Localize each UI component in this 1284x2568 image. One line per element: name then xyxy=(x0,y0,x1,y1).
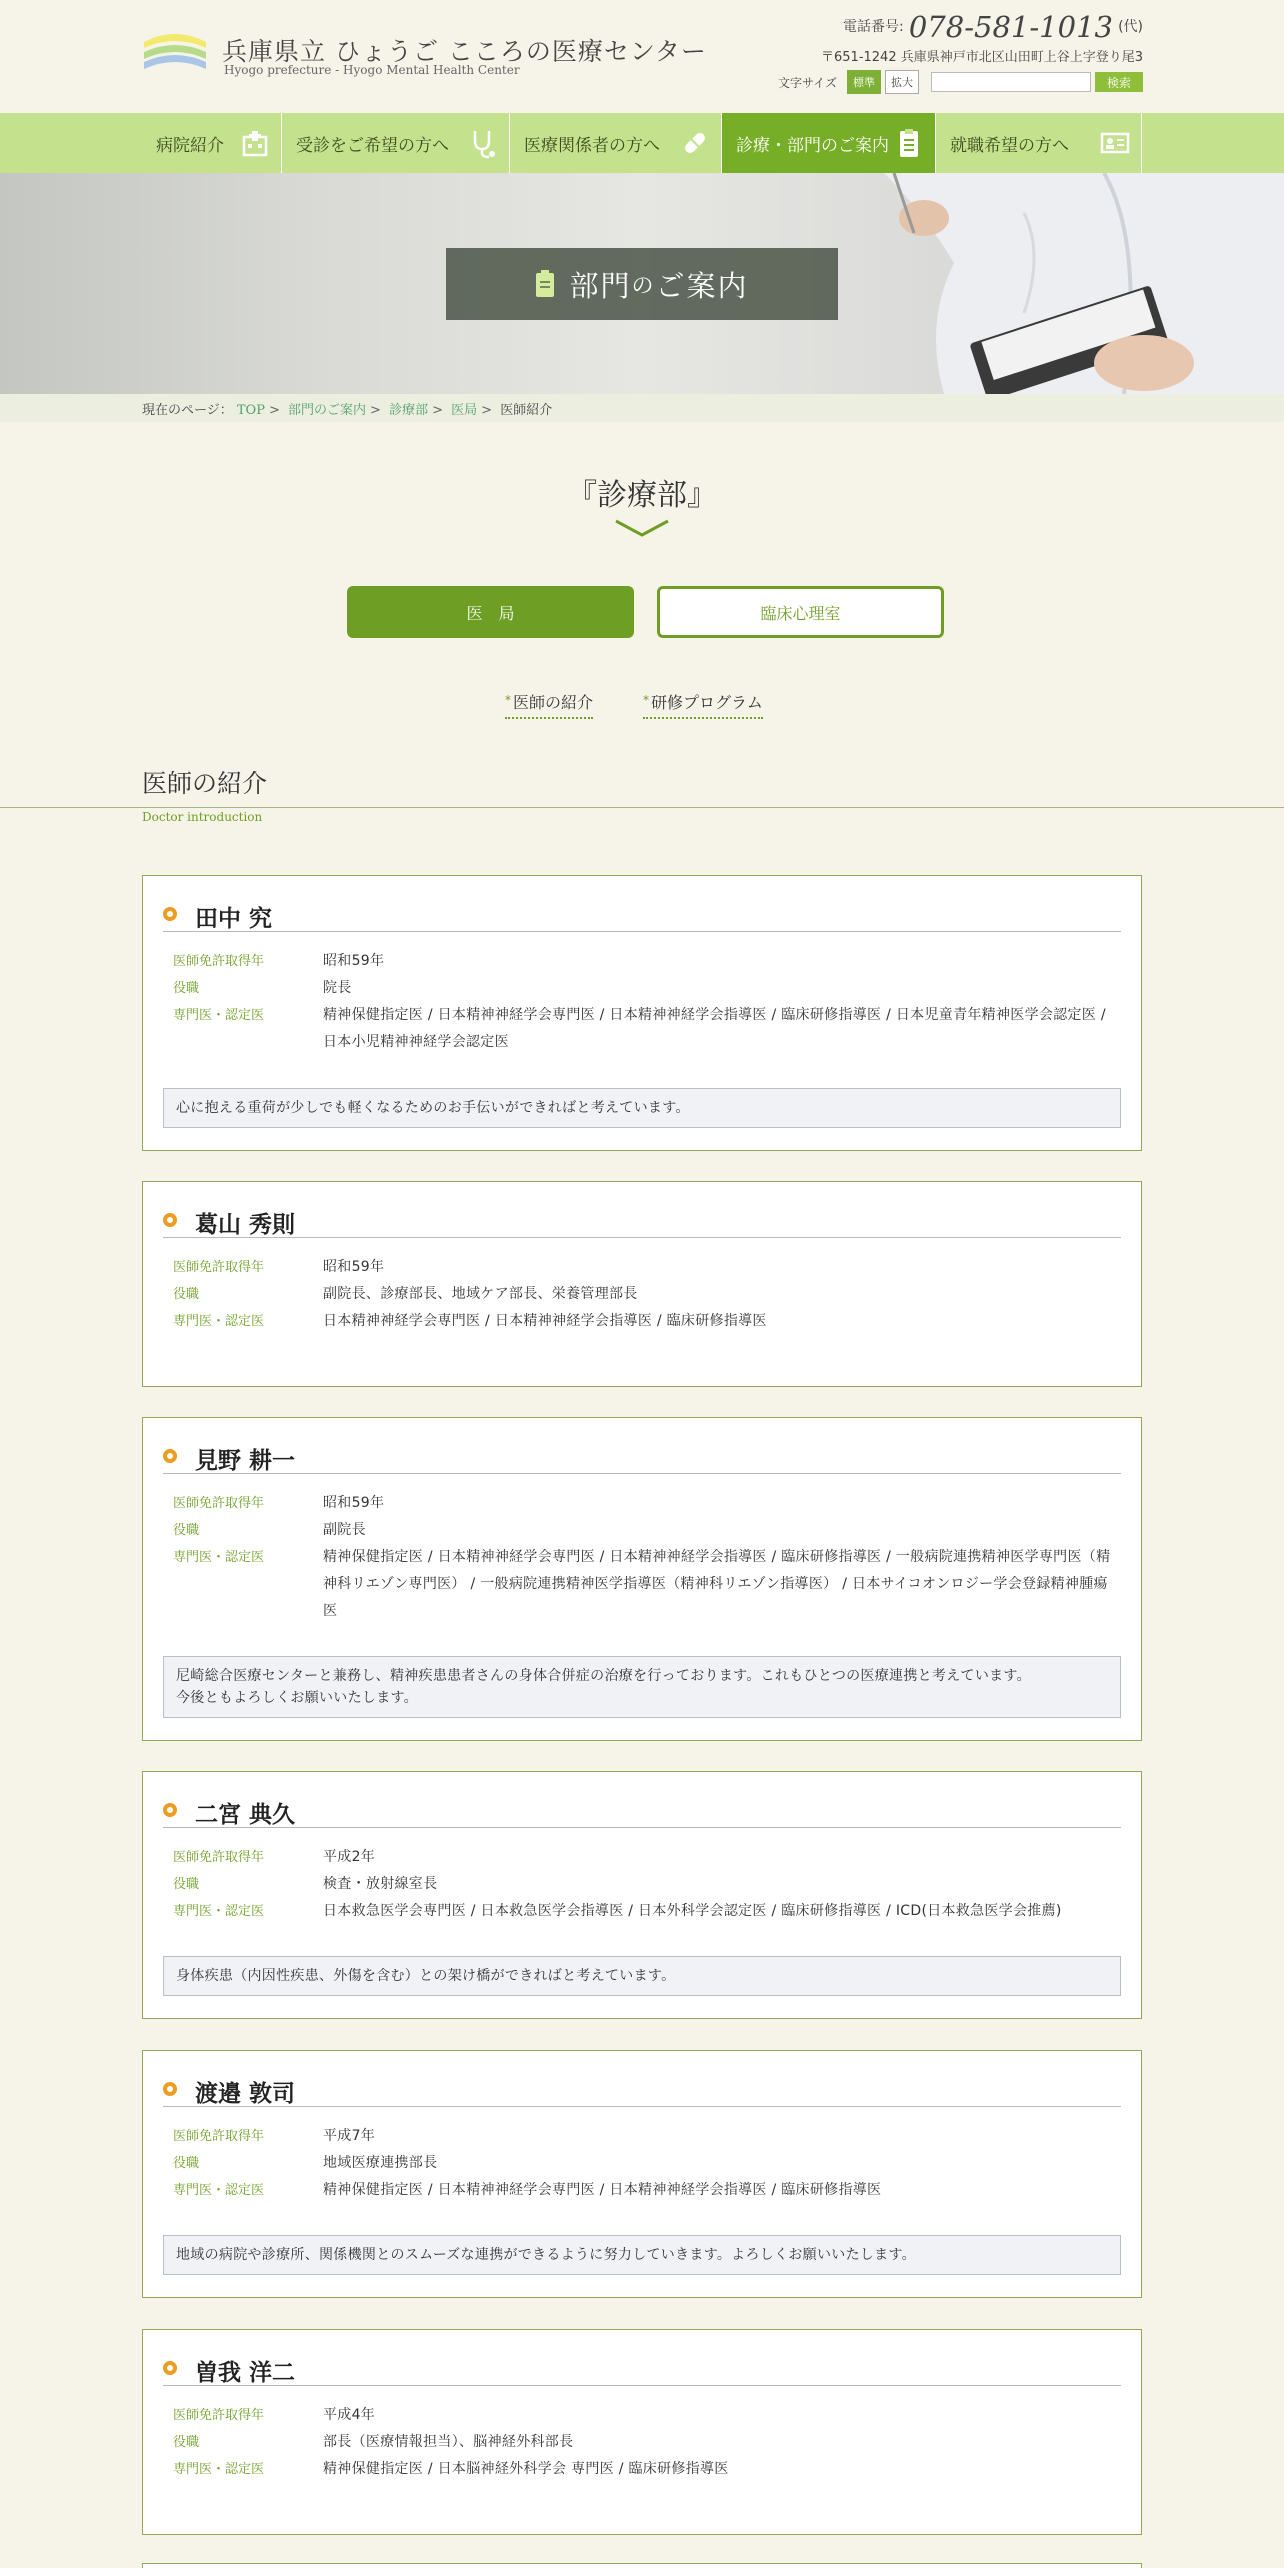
specialty-value: 精神保健指定医 / 日本精神神経学会専門医 / 日本精神神経学会指導医 / 臨床研修指導医 / 一般病院連携精神医学専門医（精神科リエゾン専門医） / 一般病院連携精神医学指導医（精神科リエゾン指導医） / 日本サイコオンロジー学会登録精神腫瘍医 xyxy=(323,1549,1111,1619)
global-nav xyxy=(0,113,1284,173)
bullet-icon xyxy=(163,1449,177,1463)
hero-title xyxy=(446,248,838,320)
clipboard-icon xyxy=(535,270,555,298)
phone-number xyxy=(843,10,1143,44)
license-value: 平成2年 xyxy=(323,1849,376,1865)
position-label: 役職 xyxy=(173,2156,200,2171)
doctor-card xyxy=(142,2050,1142,2298)
stethoscope-icon xyxy=(467,127,499,159)
doctor-name: 渡邉 敦司 xyxy=(195,2081,296,2107)
hero-banner xyxy=(0,173,1284,394)
hospital-icon xyxy=(239,127,271,159)
nav-item-hospital[interactable] xyxy=(142,113,282,173)
doctor-name: 曽我 洋二 xyxy=(195,2360,296,2386)
license-label: 医師免許取得年 xyxy=(173,1260,265,1275)
font-large-button[interactable]: 拡大 xyxy=(885,70,919,94)
bullet-icon xyxy=(163,907,177,921)
nav-item-label: 就職希望の方へ xyxy=(950,135,1069,156)
doctor-message: 地域の病院や診療所、関係機関とのスムーズな連携ができるように努力していきます。よろしくお願いいたします。 xyxy=(163,2235,1121,2275)
doctors-heading-en: Doctor introduction xyxy=(142,810,263,824)
sublink-label: 研修プログラム xyxy=(651,693,763,712)
breadcrumb-medical-office[interactable]: 医局 xyxy=(451,403,478,418)
license-value: 昭和59年 xyxy=(323,953,385,969)
chevron-down-icon xyxy=(612,517,672,539)
license-value: 平成7年 xyxy=(323,2128,376,2144)
doctor-name: 二宮 典久 xyxy=(195,1802,296,1828)
position-label: 役職 xyxy=(173,1877,200,1892)
doctor-message: 心に抱える重荷が少しでも軽くなるためのお手伝いができればと考えています。 xyxy=(163,1088,1121,1128)
position-value: 部長（医療情報担当）、脳神経外科部長 xyxy=(323,2434,574,2450)
hero-title-a: 部門 xyxy=(569,268,632,303)
specialty-label: 専門医・認定医 xyxy=(173,1550,265,1565)
nav-item-recruit[interactable] xyxy=(936,113,1142,173)
search-input[interactable] xyxy=(931,72,1091,92)
specialty-value: 精神保健指定医 / 日本精神神経学会専門医 / 日本精神神経学会指導医 / 臨床研修指導医 / 日本児童青年精神医学会認定医 / 日本小児精神神経学会認定医 xyxy=(323,1007,1106,1050)
doctor-card xyxy=(142,1181,1142,1387)
specialty-label: 専門医・認定医 xyxy=(173,2462,265,2477)
site-logo[interactable] xyxy=(142,28,707,80)
breadcrumb-current: 医師紹介 xyxy=(500,403,553,418)
breadcrumb: 現在のページ： TOP > 部門のご案内 > 診療部 > 医局 > 医師紹介 xyxy=(0,394,1284,422)
position-label: 役職 xyxy=(173,1287,200,1302)
phone-label: 電話番号: xyxy=(843,19,904,35)
specialty-label: 専門医・認定医 xyxy=(173,1904,265,1919)
nav-item-departments[interactable] xyxy=(722,113,936,173)
tab-clinical-psychology[interactable]: 臨床心理室 xyxy=(657,586,944,638)
specialty-label: 専門医・認定医 xyxy=(173,1008,265,1023)
license-value: 昭和59年 xyxy=(323,1495,385,1511)
license-value: 昭和59年 xyxy=(323,1259,385,1275)
doctor-name: 葛山 秀則 xyxy=(195,1212,296,1238)
position-value: 副院長 xyxy=(323,1522,366,1538)
doctor-card xyxy=(142,1417,1142,1741)
doctor-name: 田中 究 xyxy=(195,906,273,932)
doctor-card-partial xyxy=(142,2563,1142,2568)
specialty-value: 精神保健指定医 / 日本脳神経外科学会 専門医 / 臨床研修指導医 xyxy=(323,2461,729,2477)
tab-medical-office[interactable]: 医 局 xyxy=(347,586,634,638)
position-label: 役職 xyxy=(173,981,200,996)
specialty-value: 日本救急医学会専門医 / 日本救急医学会指導医 / 日本外科学会認定医 / 臨床研修指導医 / ICD(日本救急医学会推薦) xyxy=(323,1903,1062,1919)
bullet-icon xyxy=(163,2361,177,2375)
position-value: 地域医療連携部長 xyxy=(323,2155,438,2171)
id-card-icon xyxy=(1099,127,1131,159)
license-label: 医師免許取得年 xyxy=(173,1850,265,1865)
license-value: 平成4年 xyxy=(323,2407,376,2423)
specialty-label: 専門医・認定医 xyxy=(173,2183,265,2198)
doctor-card xyxy=(142,875,1142,1151)
clipboard-icon xyxy=(893,127,925,159)
doctor-message: 尼崎総合医療センターと兼務し、精神疾患患者さんの身体合併症の治療を行っております。これもひとつの医療連携と考えています。 今後ともよろしくお願いいたします。 xyxy=(163,1656,1121,1718)
nav-item-label: 病院紹介 xyxy=(156,135,224,156)
nav-item-label: 診療・部門のご案内 xyxy=(736,135,889,156)
license-label: 医師免許取得年 xyxy=(173,954,265,969)
license-label: 医師免許取得年 xyxy=(173,2408,265,2423)
bullet-icon xyxy=(163,1803,177,1817)
bullet-icon xyxy=(163,2082,177,2096)
pill-icon xyxy=(679,127,711,159)
breadcrumb-label: 現在のページ： xyxy=(142,403,233,418)
doctor-name: 見野 耕一 xyxy=(195,1448,296,1474)
specialty-value: 精神保健指定医 / 日本精神神経学会専門医 / 日本精神神経学会指導医 / 臨床研修指導医 xyxy=(323,2182,882,2198)
nav-item-professionals[interactable] xyxy=(510,113,722,173)
position-label: 役職 xyxy=(173,1523,200,1538)
specialty-value: 日本精神神経学会専門医 / 日本精神神経学会指導医 / 臨床研修指導医 xyxy=(323,1313,767,1329)
hero-title-b: の xyxy=(631,273,656,299)
specialty-label: 専門医・認定医 xyxy=(173,1314,265,1329)
heading-divider xyxy=(0,807,1284,808)
logo-title: 兵庫県立 ひょうご こころの医療センター xyxy=(222,37,707,66)
position-value: 院長 xyxy=(323,980,352,996)
breadcrumb-top[interactable]: TOP xyxy=(236,403,265,418)
section-title: 『診療部』 xyxy=(567,478,717,513)
doctor-card xyxy=(142,2329,1142,2535)
font-standard-button[interactable]: 標準 xyxy=(847,70,881,94)
doctor-message: 身体疾患（内因性疾患、外傷を含む）との架け橋ができればと考えています。 xyxy=(163,1956,1121,1996)
license-label: 医師免許取得年 xyxy=(173,1496,265,1511)
doctors-heading: 医師の紹介 xyxy=(142,769,268,798)
site-header xyxy=(0,0,1284,113)
sublink-doctors[interactable]: * 医師の紹介 xyxy=(505,690,593,719)
logo-mark-icon xyxy=(142,28,208,76)
header-tools xyxy=(778,71,1143,93)
hero-title-c: ご案内 xyxy=(655,268,749,303)
phone-value: 078-581-1013 xyxy=(908,10,1113,44)
nav-item-label: 医療関係者の方へ xyxy=(524,135,660,156)
nav-item-label: 受診をご希望の方へ xyxy=(296,135,449,156)
position-label: 役職 xyxy=(173,2435,200,2450)
breadcrumb-departments[interactable]: 部門のご案内 xyxy=(288,403,367,418)
sublink-label: 医師の紹介 xyxy=(513,693,594,712)
position-value: 副院長、診療部長、地域ケア部長、栄養管理部長 xyxy=(323,1286,638,1302)
sublink-training[interactable]: * 研修プログラム xyxy=(643,690,763,719)
phone-suffix: (代) xyxy=(1118,19,1143,35)
search-button[interactable]: 検索 xyxy=(1095,72,1143,92)
nav-item-patients[interactable] xyxy=(282,113,510,173)
breadcrumb-clinical[interactable]: 診療部 xyxy=(389,403,429,418)
logo-subtitle: Hyogo prefecture - Hyogo Mental Health Center xyxy=(224,63,520,77)
position-value: 検査・放射線室長 xyxy=(323,1876,438,1892)
bullet-icon xyxy=(163,1213,177,1227)
license-label: 医師免許取得年 xyxy=(173,2129,265,2144)
doctor-card xyxy=(142,1771,1142,2019)
address: 〒651-1242 兵庫県神戸市北区山田町上谷上字登り尾3 xyxy=(821,50,1143,65)
font-size-label: 文字サイズ xyxy=(777,75,837,90)
